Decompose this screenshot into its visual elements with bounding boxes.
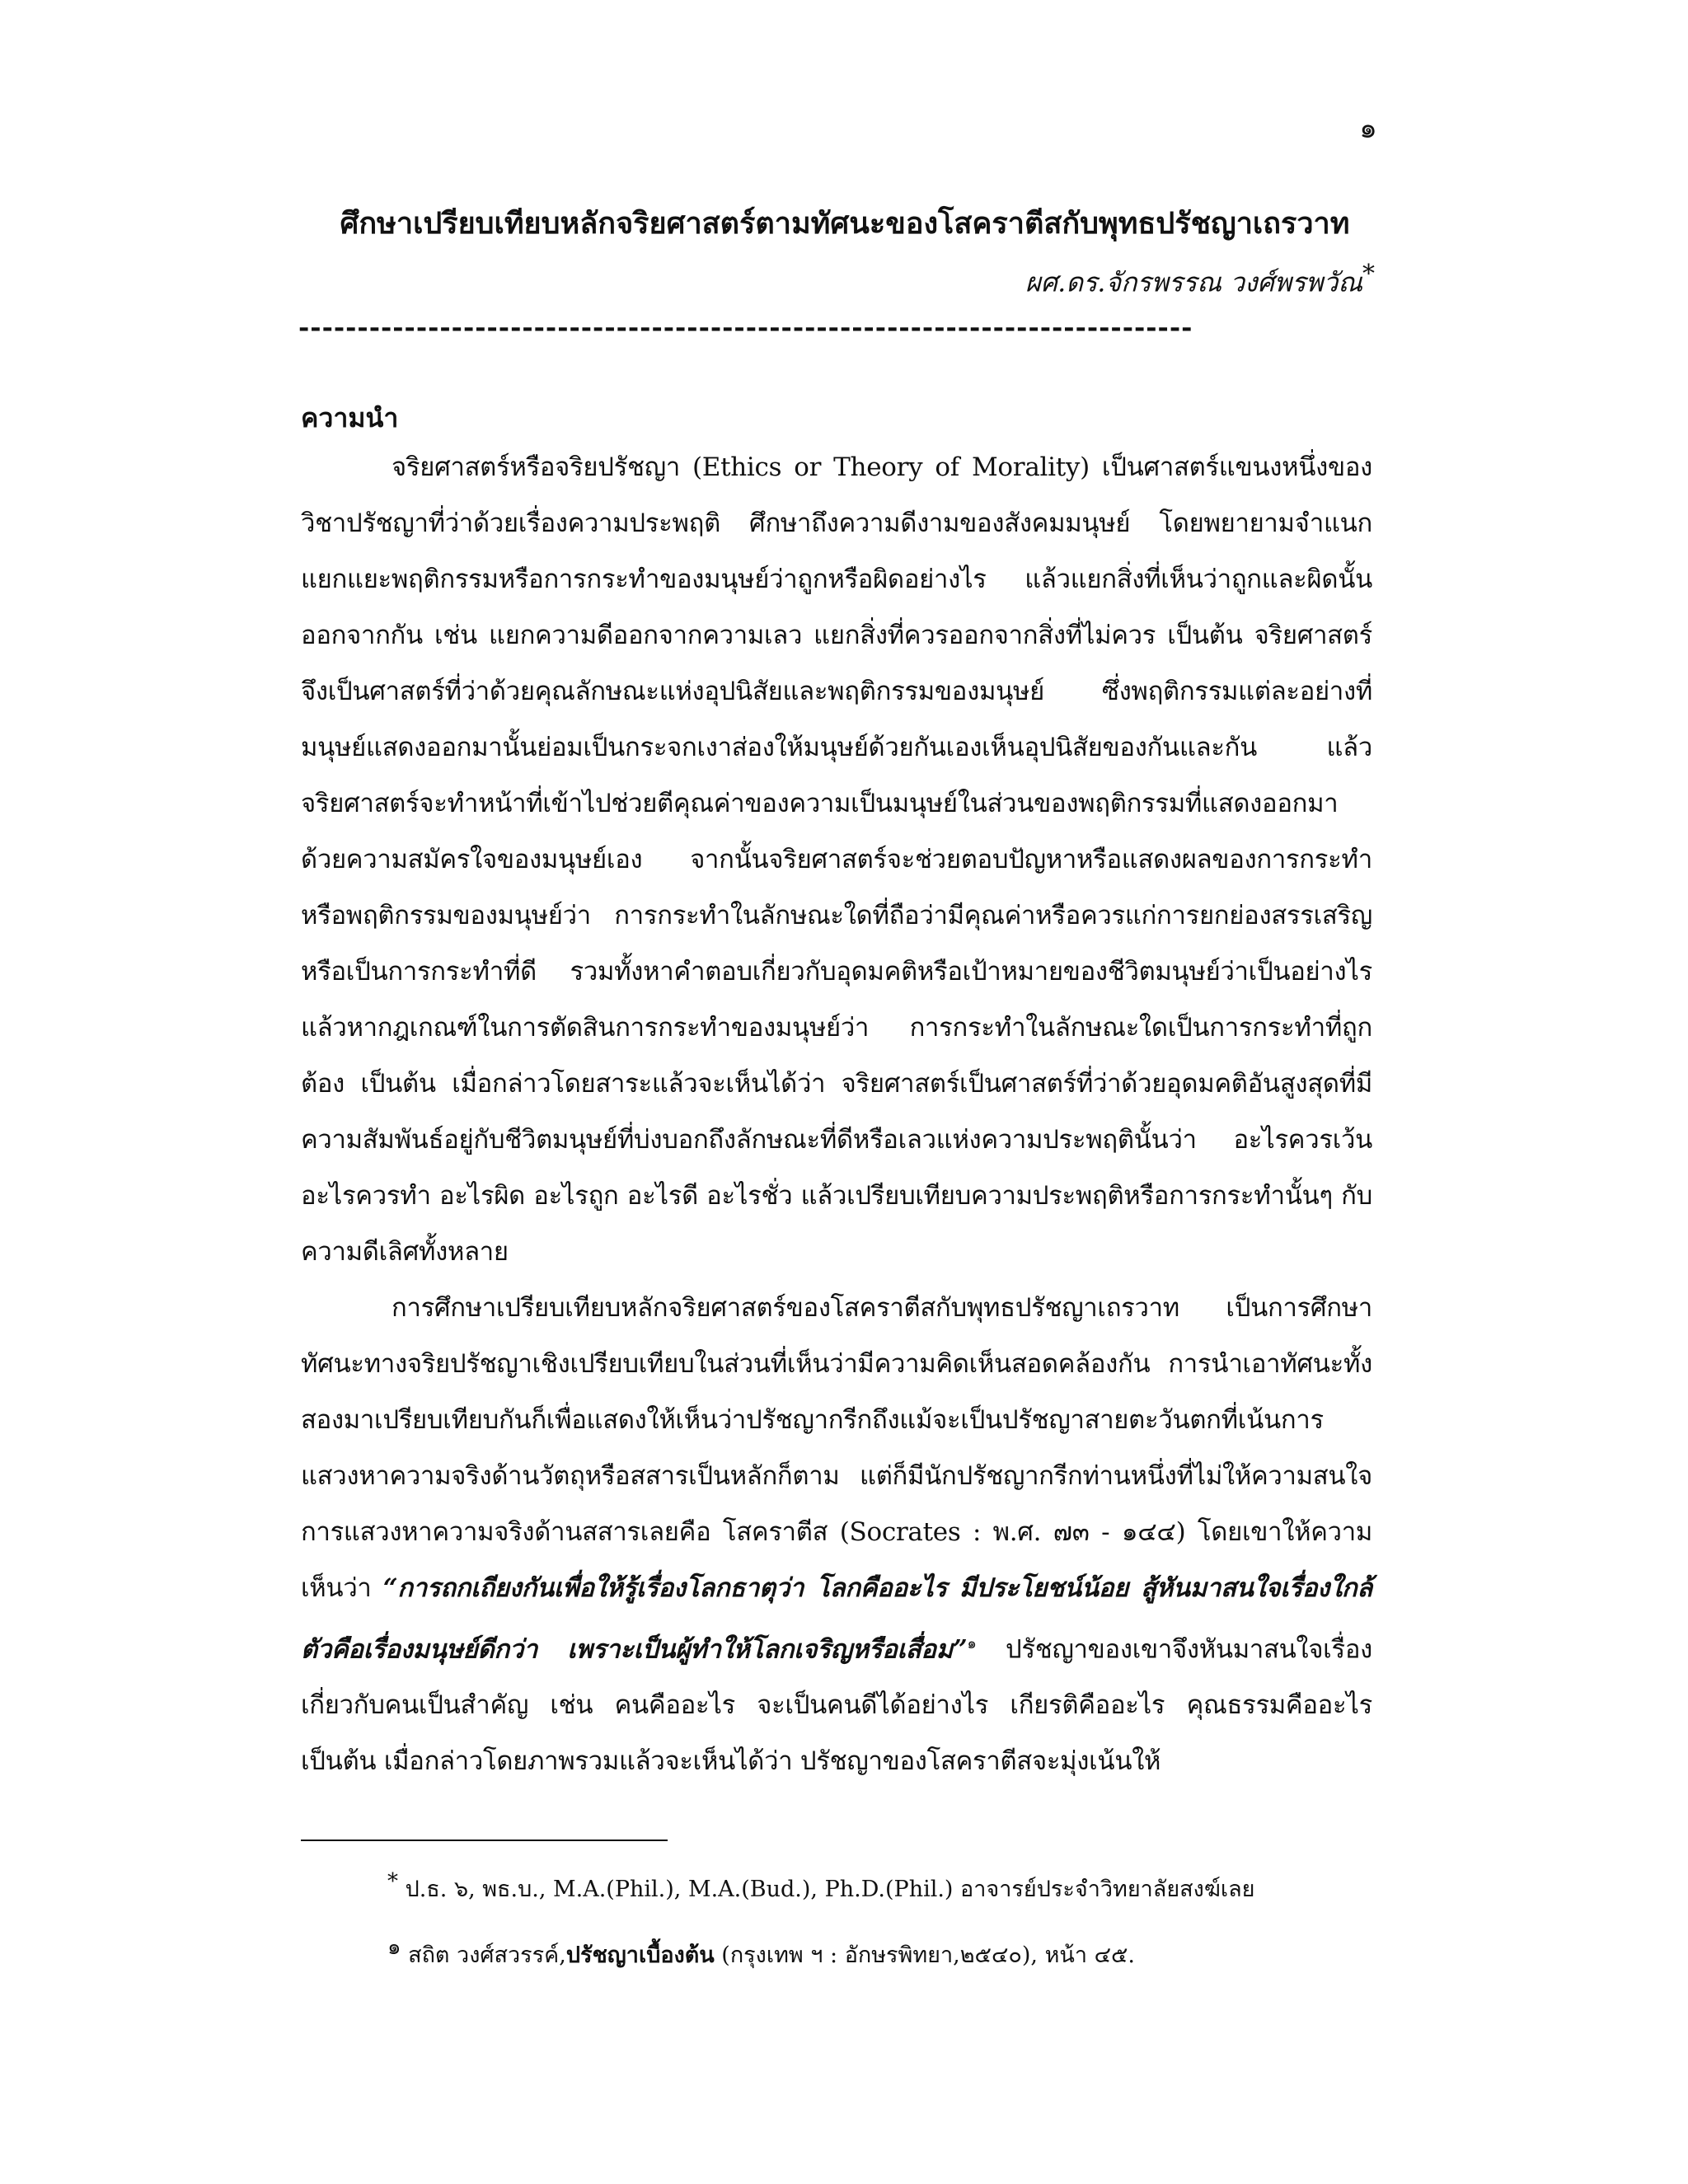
footnote-1 — [387, 1930, 1376, 1972]
author-name: ผศ.ดร.จักรพรรณ วงศ์พรพวัณ — [1025, 266, 1362, 298]
footnote-1-marker: ๑ — [387, 1935, 401, 1960]
author-line — [824, 260, 1375, 304]
body-text — [301, 439, 1372, 1789]
footnote-separator — [301, 1840, 668, 1841]
footnote-author-marker: * — [387, 1869, 398, 1894]
paragraph-2 — [301, 1280, 1372, 1789]
page-number: ๑ — [1359, 112, 1377, 145]
dashed-divider: ---------------------------------------------------------------------------- — [298, 312, 1193, 343]
paragraph-2-text-after: ปรัชญาของเขาจึงหันมาสนใจเรื่องเกี่ยวกับคนเป็นสำคัญ เช่น คนคืออะไร จะเป็นคนดีได้อย่างไร เกียรติคืออะไร คุณธรรมคืออะไร เป็นต้น เมื่อกล่าวโดยภาพรวมแล้วจะเห็นได้ว่า ปรัชญาของโสคราตีสจะมุ่งเน้นให้ — [301, 1634, 1372, 1777]
section-heading: ความนำ — [301, 402, 399, 434]
footnote-author-text: ป.ธ. ๖, พธ.บ., M.A.(Phil.), M.A.(Bud.), Ph.D.(Phil.) อาจารย์ประจำวิทยาลัยสงฆ์เลย — [398, 1877, 1255, 1902]
socrates-quote: “การถกเถียงกันเพื่อให้รู้เรื่องโลกธาตุว่า โลกคืออะไร มีประโยชน์น้อย สู้หันมาสนใจเรื่องใกล้ตัวคือเรื่องมนุษย์ดีกว่า เพราะเป็นผู้ทำให้โลกเจริญหรือเสื่อม” — [301, 1573, 1373, 1665]
paragraph-1: จริยศาสตร์หรือจริยปรัชญา (Ethics or Theory of Morality) เป็นศาสตร์แขนงหนึ่งของวิชาปรัชญาที่ว่าด้วยเรื่องความประพฤติ ศึกษาถึงความดีงามของสังคมมนุษย์ โดยพยายามจำแนกแยกแยะพฤติกรรมหรือการกระทำของมนุษย์ว่าถูกหรือผิดอย่างไร แล้วแยกสิ่งที่เห็นว่าถูกและผิดนั้นออกจากกัน เช่น แยกความดีออกจากความเลว แยกสิ่งที่ควรออกจากสิ่งที่ไม่ควร เป็นต้น จริยศาสตร์จึงเป็นศาสตร์ที่ว่าด้วยคุณลักษณะแห่งอุปนิสัยและพฤติกรรมของมนุษย์ ซึ่งพฤติกรรมแต่ละอย่างที่มนุษย์แสดงออกมานั้นย่อมเป็นกระจกเงาส่องให้มนุษย์ด้วยกันเองเห็นอุปนิสัยของกันและกัน แล้วจริยศาสตร์จะทำหน้าที่เข้าไปช่วยตีคุณค่าของความเป็นมนุษย์ในส่วนของพฤติกรรมที่แสดงออกมาด้วยความสมัครใจของมนุษย์เอง จากนั้นจริยศาสตร์จะช่วยตอบปัญหาหรือแสดงผลของการกระทำหรือพฤติกรรมของมนุษย์ว่า การกระทำในลักษณะใดที่ถือว่ามีคุณค่าหรือควรแก่การยกย่องสรรเสริญหรือเป็นการกระทำที่ดี รวมทั้งหาคำตอบเกี่ยวกับอุดมคติหรือเป้าหมายของชีวิตมนุษย์ว่าเป็นอย่างไร แล้วหากฎเกณฑ์ในการตัดสินการกระทำของมนุษย์ว่า การกระทำในลักษณะใดเป็นการกระทำที่ถูกต้อง เป็นต้น เมื่อกล่าวโดยสาระแล้วจะเห็นได้ว่า จริยศาสตร์เป็นศาสตร์ที่ว่าด้วยอุดมคติอันสูงสุดที่มีความสัมพันธ์อยู่กับชีวิตมนุษย์ที่บ่งบอกถึงลักษณะที่ดีหรือเลวแห่งความประพฤตินั้นว่า อะไรควรเว้น อะไรควรทำ อะไรผิด อะไรถูก อะไรดี อะไรชั่ว แล้วเปรียบเทียบความประพฤติหรือการกระทำนั้นๆ กับความดีเลิศทั้งหลาย — [301, 452, 1372, 1267]
paragraph-2-text-before: การศึกษาเปรียบเทียบหลักจริยศาสตร์ของโสคราตีสกับพุทธปรัชญาเถรวาท เป็นการศึกษาทัศนะทางจริยปรัชญาเชิงเปรียบเทียบในส่วนที่เห็นว่ามีความคิดเห็นสอดคล้องกัน การนำเอาทัศนะทั้งสองมาเปรียบเทียบกันก็เพื่อแสดงให้เห็นว่าปรัชญากรีกถึงแม้จะเป็นปรัชญาสายตะวันตกที่เน้นการแสวงหาความจริงด้านวัตถุหรือสสารเป็นหลักก็ตาม แต่ก็มีนักปรัชญากรีกท่านหนึ่งที่ไม่ให้ความสนใจการแสวงหาความจริงด้านสสารเลยคือ โสคราตีส (Socrates : พ.ศ. ๗๓ - ๑๔๔) โดยเขาให้ความเห็นว่า — [301, 1293, 1372, 1603]
footnote-1-book-title: ปรัชญาเบื้องต้น — [565, 1943, 715, 1968]
author-footnote-marker: * — [1362, 260, 1375, 288]
footnote-author — [387, 1869, 1376, 1906]
footnote-1-text-after: (กรุงเทพ ฯ : อักษรพิทยา,๒๕๔๐), หน้า ๔๕. — [714, 1943, 1136, 1968]
document-title: ศึกษาเปรียบเทียบหลักจริยศาสตร์ตามทัศนะของโสคราตีสกับพุทธปรัชญาเถรวาท — [340, 206, 1350, 241]
footnote-ref-1: ๑ — [967, 1635, 977, 1652]
footnote-1-text-before: สถิต วงศ์สวรรค์, — [401, 1943, 566, 1968]
